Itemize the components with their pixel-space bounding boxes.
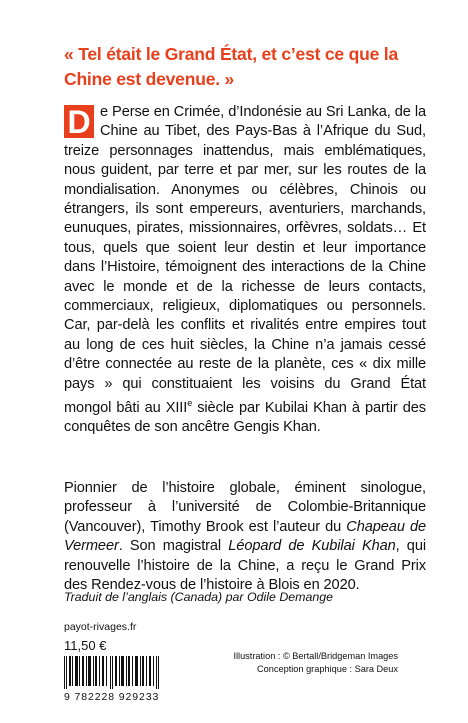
summary-text: e Perse en Crimée, d’Indonésie au Sri Lanka, de la Chine au Tibet, des Pays-Bas à l’Afrique du Sud, treize personnages inattendus, mais emblématiques, nous guident, par terre et par mer, sur les routes de la mondialisation. Anonymes ou célèbres, Chinois ou étrangers, ils sont empereurs, aventuriers, marchands, eunuques, pirates, missionnaires, orfèvres, soldats… Et tous, quels que soient leur destin et leur importance dans l’Histoire, témoignent des interactions de la Chine avec le monde et de la richesse de leurs contacts, commerciaux, religieux, diplomatiques ou personnels. Car, par-delà les conflits et rivalités entre empires tout au long de ces huit siècles, la Chine n’a jamais cessé d’être connectée au reste de la planète, ces « dix mille pays » qui constituaient les voisins du Grand État mongol bâti au: [64, 104, 426, 416]
price-label: 11,50 €: [64, 638, 107, 653]
translator-credit: Traduit de l’anglais (Canada) par Odile Demange: [64, 590, 334, 604]
book-title-leopard: Léopard de Kubilai Khan: [228, 538, 396, 555]
back-cover-quote: « Tel était le Grand État, et c’est ce que la Chine est devenue. »: [64, 44, 398, 89]
author-bio-text-c: , qui renouvelle l’histoire de la Chine, a reçu le Grand Prix des Rendez-vous de l’histoire à Blois en 2020.: [64, 538, 426, 594]
author-bio-text-a: Pionnier de l’histoire globale, éminent sinologue, professeur à l’université de Colombie-Britannique (Vancouver), Timothy Brook est l’auteur du: [64, 480, 426, 535]
century-numeral: XIII: [165, 399, 188, 416]
summary-text-end: siècle par Kubilai Khan à partir des conquêtes de son ancêtre Gengis Khan.: [64, 399, 426, 436]
drop-cap: D: [64, 105, 94, 138]
isbn-number: 9 782228 929233: [64, 691, 160, 703]
century-superscript: e: [187, 398, 193, 409]
book-title-vermeer: Chapeau de Vermeer: [64, 518, 426, 555]
publisher-website: payot-rivages.fr: [64, 621, 137, 633]
barcode-icon: [64, 656, 160, 689]
image-credits: [233, 650, 398, 676]
illustration-credit: Illustration : © Bertall/Bridgeman Images: [233, 651, 398, 661]
book-summary: [64, 103, 426, 438]
author-bio-text-b: . Son magistral: [118, 538, 229, 555]
author-bio: [64, 479, 426, 595]
design-credit: Conception graphique : Sara Deux: [257, 664, 398, 674]
